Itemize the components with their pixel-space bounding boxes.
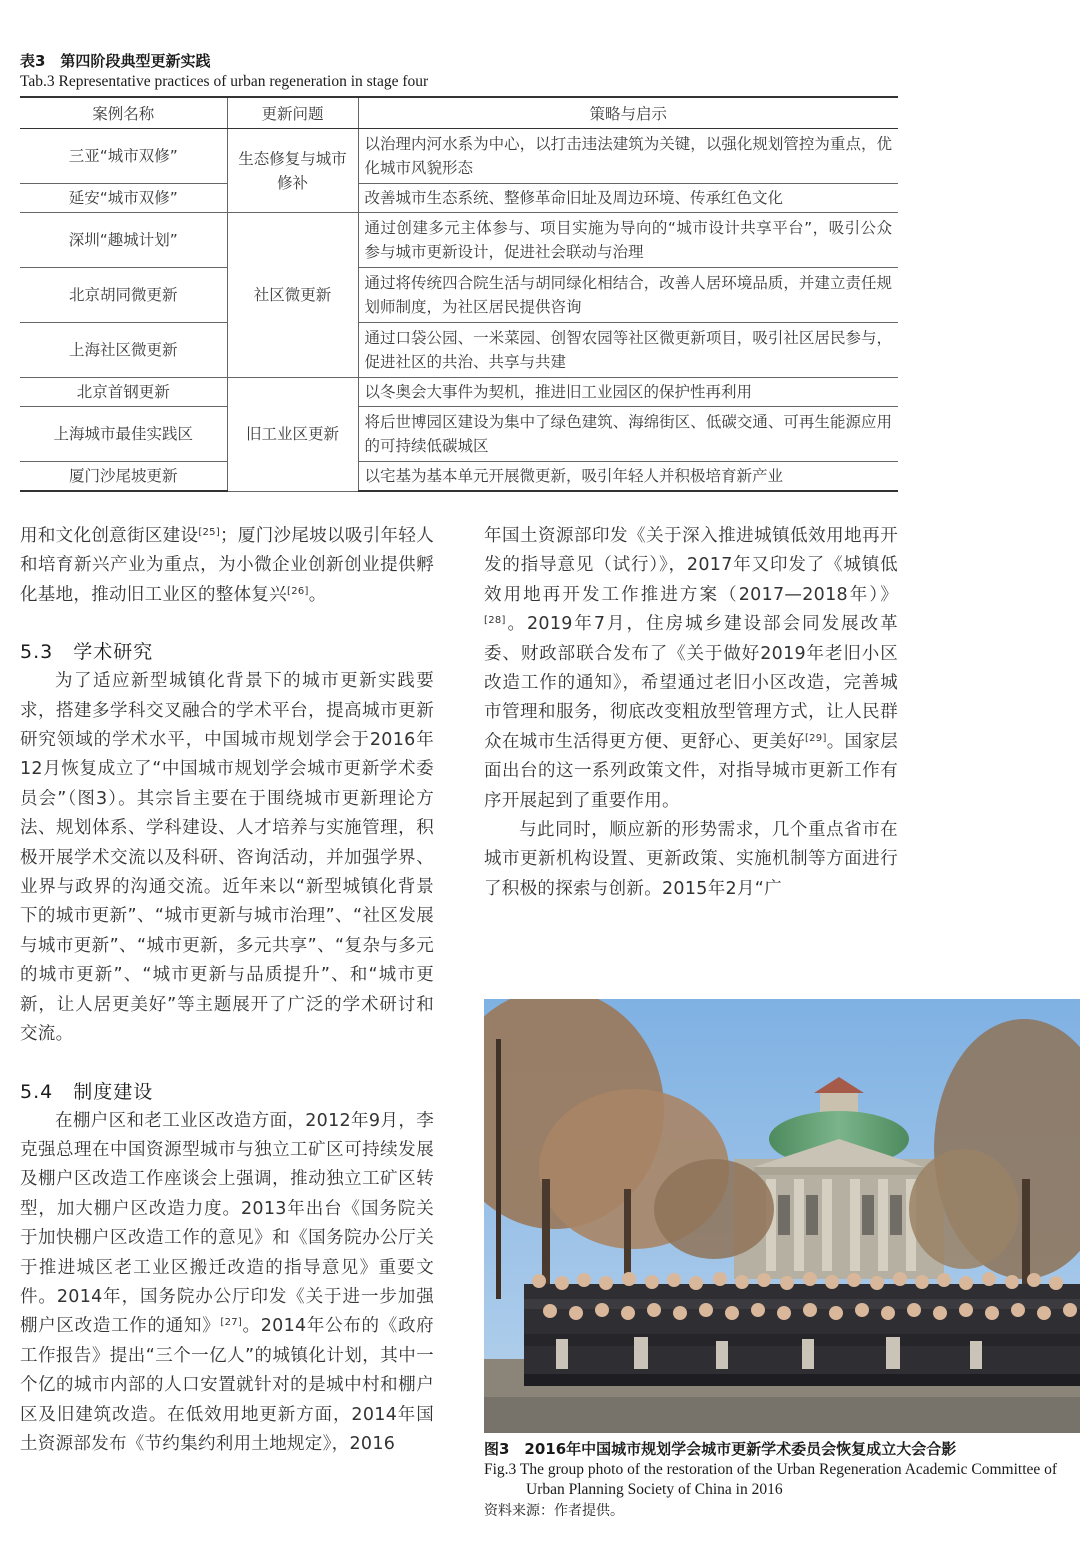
paragraph-text: 。国家层面出台的这一系列政策文件，对指导城市更新工作有序开展起到了重要作用。 <box>484 731 898 811</box>
table-cell-strategy: 将后世博园区建设为集中了绿色建筑、海绵街区、低碳交通、可再生能源应用的可持续低碳城区 <box>358 407 898 462</box>
section-heading-5-4: 5.4 制度建设 <box>20 1080 154 1103</box>
table-cell-strategy: 以宅基为基本单元开展微更新，吸引年轻人并积极培育新产业 <box>358 462 898 492</box>
table-caption <box>20 50 900 92</box>
table-header-strategy: 策略与启示 <box>358 97 898 129</box>
table-row <box>20 268 898 323</box>
citation-ref: [27] <box>220 1317 243 1329</box>
table-row <box>20 323 898 378</box>
table-cell-issue: 社区微更新 <box>227 213 358 378</box>
table-caption-cn: 表3 第四阶段典型更新实践 <box>20 52 211 70</box>
table-cell-strategy: 以冬奥会大事件为契机，推进旧工业园区的保护性再利用 <box>358 378 898 407</box>
citation-ref: [29] <box>804 732 827 744</box>
table-header-issue: 更新问题 <box>227 97 358 129</box>
section-heading-5-3: 5.3 学术研究 <box>20 641 154 664</box>
table-cell-strategy: 通过口袋公园、一米菜园、创智农园等社区微更新项目，吸引社区居民参与，促进社区的共治、共享与共建 <box>358 323 898 378</box>
paragraph-continued <box>484 522 898 816</box>
table-row <box>20 462 898 492</box>
table-row <box>20 407 898 462</box>
figure-source: 资料来源：作者提供。 <box>484 1503 624 1519</box>
paragraph-text: 用和文化创意街区建设 <box>20 526 199 546</box>
table-row <box>20 213 898 268</box>
table-header-case: 案例名称 <box>20 97 227 129</box>
crowd <box>524 1272 1080 1386</box>
table-cell-case: 上海社区微更新 <box>20 323 227 378</box>
paragraph-academic-research: 为了适应新型城镇化背景下的城市更新实践要求，搭建多学科交叉融合的学术平台，提高城市更新研究领域的学术水平，中国城市规划学会于2016年12月恢复成立了“中国城市规划学会城市更新学术委员会”（图3）。其宗旨主要在于围绕城市更新理论方法、规划体系、学科建设、人才培养与实施管理，积极开展学术交流以及科研、咨询活动，并加强学界、业界与政界的沟通交流。近年来以“新型城镇化背景下的城市更新”、“城市更新与城市治理”、“社区发展与城市更新”、“城市更新，多元共享”、“复杂与多元的城市更新”、“城市更新与品质提升”、和“城市更新，让人居更美好”等主题展开了广泛的学术研讨和交流。 <box>20 671 434 1045</box>
table-cell-case: 厦门沙尾坡更新 <box>20 462 227 492</box>
figure-caption <box>484 1438 1080 1522</box>
table-cell-strategy: 以治理内河水系为中心，以打击违法建筑为关键，以强化规划管控为重点，优化城市风貌形态 <box>358 129 898 184</box>
paragraph-text: 。2019年7月，住房城乡建设部会同发展改革委、财政部联合发布了《关于做好2019年老旧小区改造工作的通知》，希望通过老旧小区改造，完善城市管理和服务，彻底改变粗放型管理方式，让人民群众在城市生活得更方便、更舒心、更美好 <box>484 614 898 752</box>
paragraph-text: 。2014年公布的《政府工作报告》提出“三个一亿人”的城镇化计划，其中一个亿的城市内部的人口安置就针对的是城中村和棚户区及旧建筑改造。在低效用地更新方面，2014年国土资源部发布《节约集约利用土地规定》，2016 <box>20 1316 434 1454</box>
table-cell-case: 上海城市最佳实践区 <box>20 407 227 462</box>
citation-ref: [25] <box>198 527 221 538</box>
table-row <box>20 184 898 213</box>
table-cell-issue: 生态修复与城市修补 <box>227 129 358 213</box>
paragraph-text: 在棚户区和老工业区改造方面，2012年9月，李克强总理在中国资源型城市与独立工矿区可持续发展及棚户区改造工作座谈会上强调，推动独立工矿区转型，加大棚户区改造力度。2013年出台《国务院关于加快棚户区改造工作的意见》和《国务院办公厅关于推进城区老工业区搬迁改造的指导意见》重要文件。2014年，国务院办公厅印发《关于进一步加强棚户区改造工作的通知》 <box>20 1110 434 1337</box>
table-cell-case: 北京胡同微更新 <box>20 268 227 323</box>
group-photo-illustration <box>484 999 1080 1433</box>
figure-caption-en: Fig.3 The group photo of the restoration of the Urban Regeneration Academic Committee of <box>484 1461 1058 1478</box>
table-cell-strategy: 改善城市生态系统、整修革命旧址及周边环境、传承红色文化 <box>358 184 898 213</box>
citation-ref: [28] <box>484 615 506 627</box>
paragraph-continued <box>20 522 434 610</box>
table-cell-case: 三亚“城市双修” <box>20 129 227 184</box>
right-column <box>484 522 898 904</box>
paragraph-text: 。 <box>308 584 327 605</box>
figure-caption-cn: 图3 2016年中国城市规划学会城市更新学术委员会恢复成立大会合影 <box>484 1440 957 1458</box>
left-column <box>20 522 434 1459</box>
table-cell-strategy: 通过创建多元主体参与、项目实施为导向的“城市设计共享平台”，吸引公众参与城市更新设计，促进社会联动与治理 <box>358 213 898 268</box>
table-cell-case: 北京首钢更新 <box>20 378 227 407</box>
figure-caption-en-continued: Urban Planning Society of China in 2016 <box>526 1481 783 1498</box>
group-photo <box>484 999 1080 1433</box>
table-caption-en: Tab.3 Representative practices of urban regeneration in stage four <box>20 73 429 90</box>
paragraph-text: 年国土资源部印发《关于深入推进城镇低效用地再开发的指导意见（试行）》，2017年又印发了《城镇低效用地再开发工作推进方案（2017—2018年）》 <box>484 526 898 605</box>
paragraph-institution-building <box>20 1107 434 1460</box>
table-cell-case: 深圳“趣城计划” <box>20 213 227 268</box>
paragraph-text: ；厦门沙尾坡以吸引年轻人和培育新兴产业为重点，为小微企业创新创业提供孵化基地，推动旧工业区的整体复兴 <box>20 526 434 605</box>
practice-table <box>20 96 898 492</box>
table-header-row <box>20 97 898 129</box>
table-cell-strategy: 通过将传统四合院生活与胡同绿化相结合，改善人居环境品质，并建立责任规划师制度，为社区居民提供咨询 <box>358 268 898 323</box>
paragraph-local-exploration: 与此同时，顺应新的形势需求，几个重点省市在城市更新机构设置、更新政策、实施机制等方面进行了积极的探索与创新。2015年2月“广 <box>484 820 898 899</box>
table-row <box>20 129 898 184</box>
table-cell-issue: 旧工业区更新 <box>227 378 358 492</box>
citation-ref: [26] <box>287 585 309 597</box>
table-row <box>20 378 898 407</box>
table-cell-case: 延安“城市双修” <box>20 184 227 213</box>
